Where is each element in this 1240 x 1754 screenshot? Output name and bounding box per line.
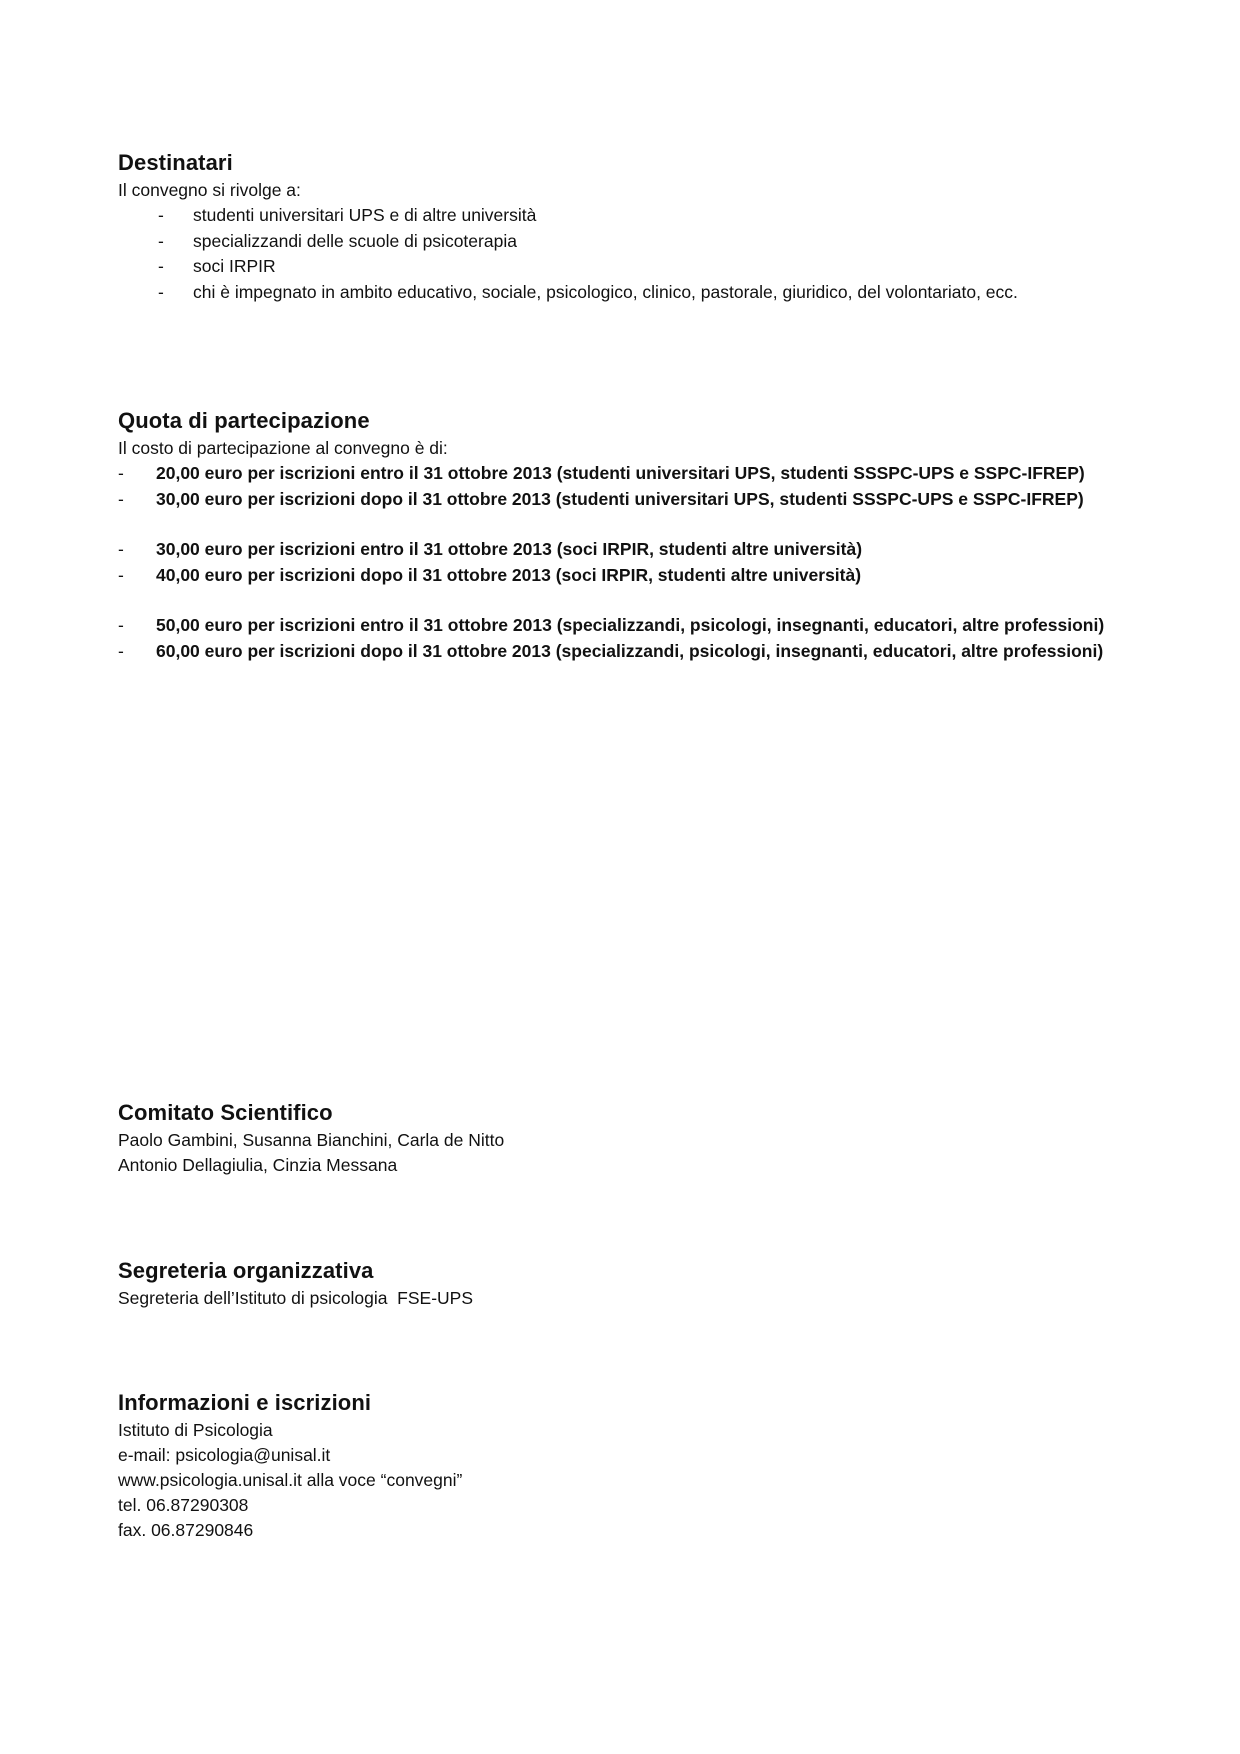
fax-line: fax. 06.87290846 xyxy=(118,1520,254,1540)
email-line: e-mail: psicologia@unisal.it xyxy=(118,1445,331,1465)
segreteria-line: Segreteria dell’Istituto di psicologia FSE-UPS xyxy=(118,1288,474,1308)
quota-heading: Quota di partecipazione xyxy=(118,408,370,433)
fee-text: 20,00 euro per iscrizioni entro il 31 ottobre 2013 (studenti universitari UPS, studenti SSSPC-UPS e SSPC-IFREP) xyxy=(156,463,1085,483)
destinatari-heading: Destinatari xyxy=(118,150,233,175)
fee-item xyxy=(118,563,1130,589)
fee-item xyxy=(118,487,1130,513)
comitato-line: Antonio Dellagiulia, Cinzia Messana xyxy=(118,1155,398,1175)
list-marker: - xyxy=(158,205,164,225)
segreteria-heading: Segreteria organizzativa xyxy=(118,1258,374,1283)
list-item-text: chi è impegnato in ambito educativo, sociale, psicologico, clinico, pastorale, giuridico, del volontariato, ecc. xyxy=(193,281,1018,302)
list-item xyxy=(118,229,1130,255)
fee-group xyxy=(118,613,1130,664)
list-marker: - xyxy=(118,539,124,559)
informazioni-line: Istituto di Psicologia xyxy=(118,1420,273,1440)
fee-item xyxy=(118,639,1130,665)
list-item-text: soci IRPIR xyxy=(193,256,276,276)
fee-text: 60,00 euro per iscrizioni dopo il 31 ottobre 2013 (specializzandi, psicologi, insegnanti, educatori, altre professioni) xyxy=(156,640,1104,661)
quota-section xyxy=(118,408,1130,664)
list-marker: - xyxy=(158,230,164,251)
fee-group xyxy=(118,461,1130,512)
list-item xyxy=(118,203,1130,229)
fee-item xyxy=(118,461,1130,487)
fee-text: 40,00 euro per iscrizioni dopo il 31 ottobre 2013 (soci IRPIR, studenti altre università) xyxy=(156,564,862,585)
fee-group xyxy=(118,537,1130,588)
quota-intro: Il costo di partecipazione al convegno è di: xyxy=(118,438,448,458)
list-marker: - xyxy=(158,256,164,276)
list-marker: - xyxy=(118,463,124,483)
destinatari-intro: Il convegno si rivolge a: xyxy=(118,180,301,200)
fee-text: 50,00 euro per iscrizioni entro il 31 ottobre 2013 (specializzandi, psicologi, insegnanti, educatori, altre professioni) xyxy=(156,615,1105,635)
comitato-section xyxy=(118,1100,1130,1178)
list-marker: - xyxy=(118,488,124,509)
list-marker: - xyxy=(118,564,124,585)
list-item xyxy=(118,280,1130,306)
destinatari-section xyxy=(118,150,1130,305)
comitato-heading: Comitato Scientifico xyxy=(118,1100,333,1125)
comitato-line: Paolo Gambini, Susanna Bianchini, Carla de Nitto xyxy=(118,1130,505,1150)
fee-item xyxy=(118,613,1130,639)
list-item xyxy=(118,254,1130,280)
informazioni-section xyxy=(118,1390,1130,1543)
phone-line: tel. 06.87290308 xyxy=(118,1495,249,1515)
list-marker: - xyxy=(158,281,164,302)
website-line: www.psicologia.unisal.it alla voce “convegni” xyxy=(118,1470,463,1490)
fee-item xyxy=(118,537,1130,563)
segreteria-section xyxy=(118,1258,1130,1311)
list-marker: - xyxy=(118,640,124,661)
list-marker: - xyxy=(118,615,124,635)
destinatari-list xyxy=(118,203,1130,305)
informazioni-heading: Informazioni e iscrizioni xyxy=(118,1390,372,1415)
list-item-text: specializzandi delle scuole di psicoterapia xyxy=(193,230,517,251)
fee-text: 30,00 euro per iscrizioni dopo il 31 ottobre 2013 (studenti universitari UPS, studenti SSSPC-UPS e SSPC-IFREP) xyxy=(156,488,1084,509)
fee-text: 30,00 euro per iscrizioni entro il 31 ottobre 2013 (soci IRPIR, studenti altre università) xyxy=(156,539,863,559)
list-item-text: studenti universitari UPS e di altre università xyxy=(193,205,537,225)
